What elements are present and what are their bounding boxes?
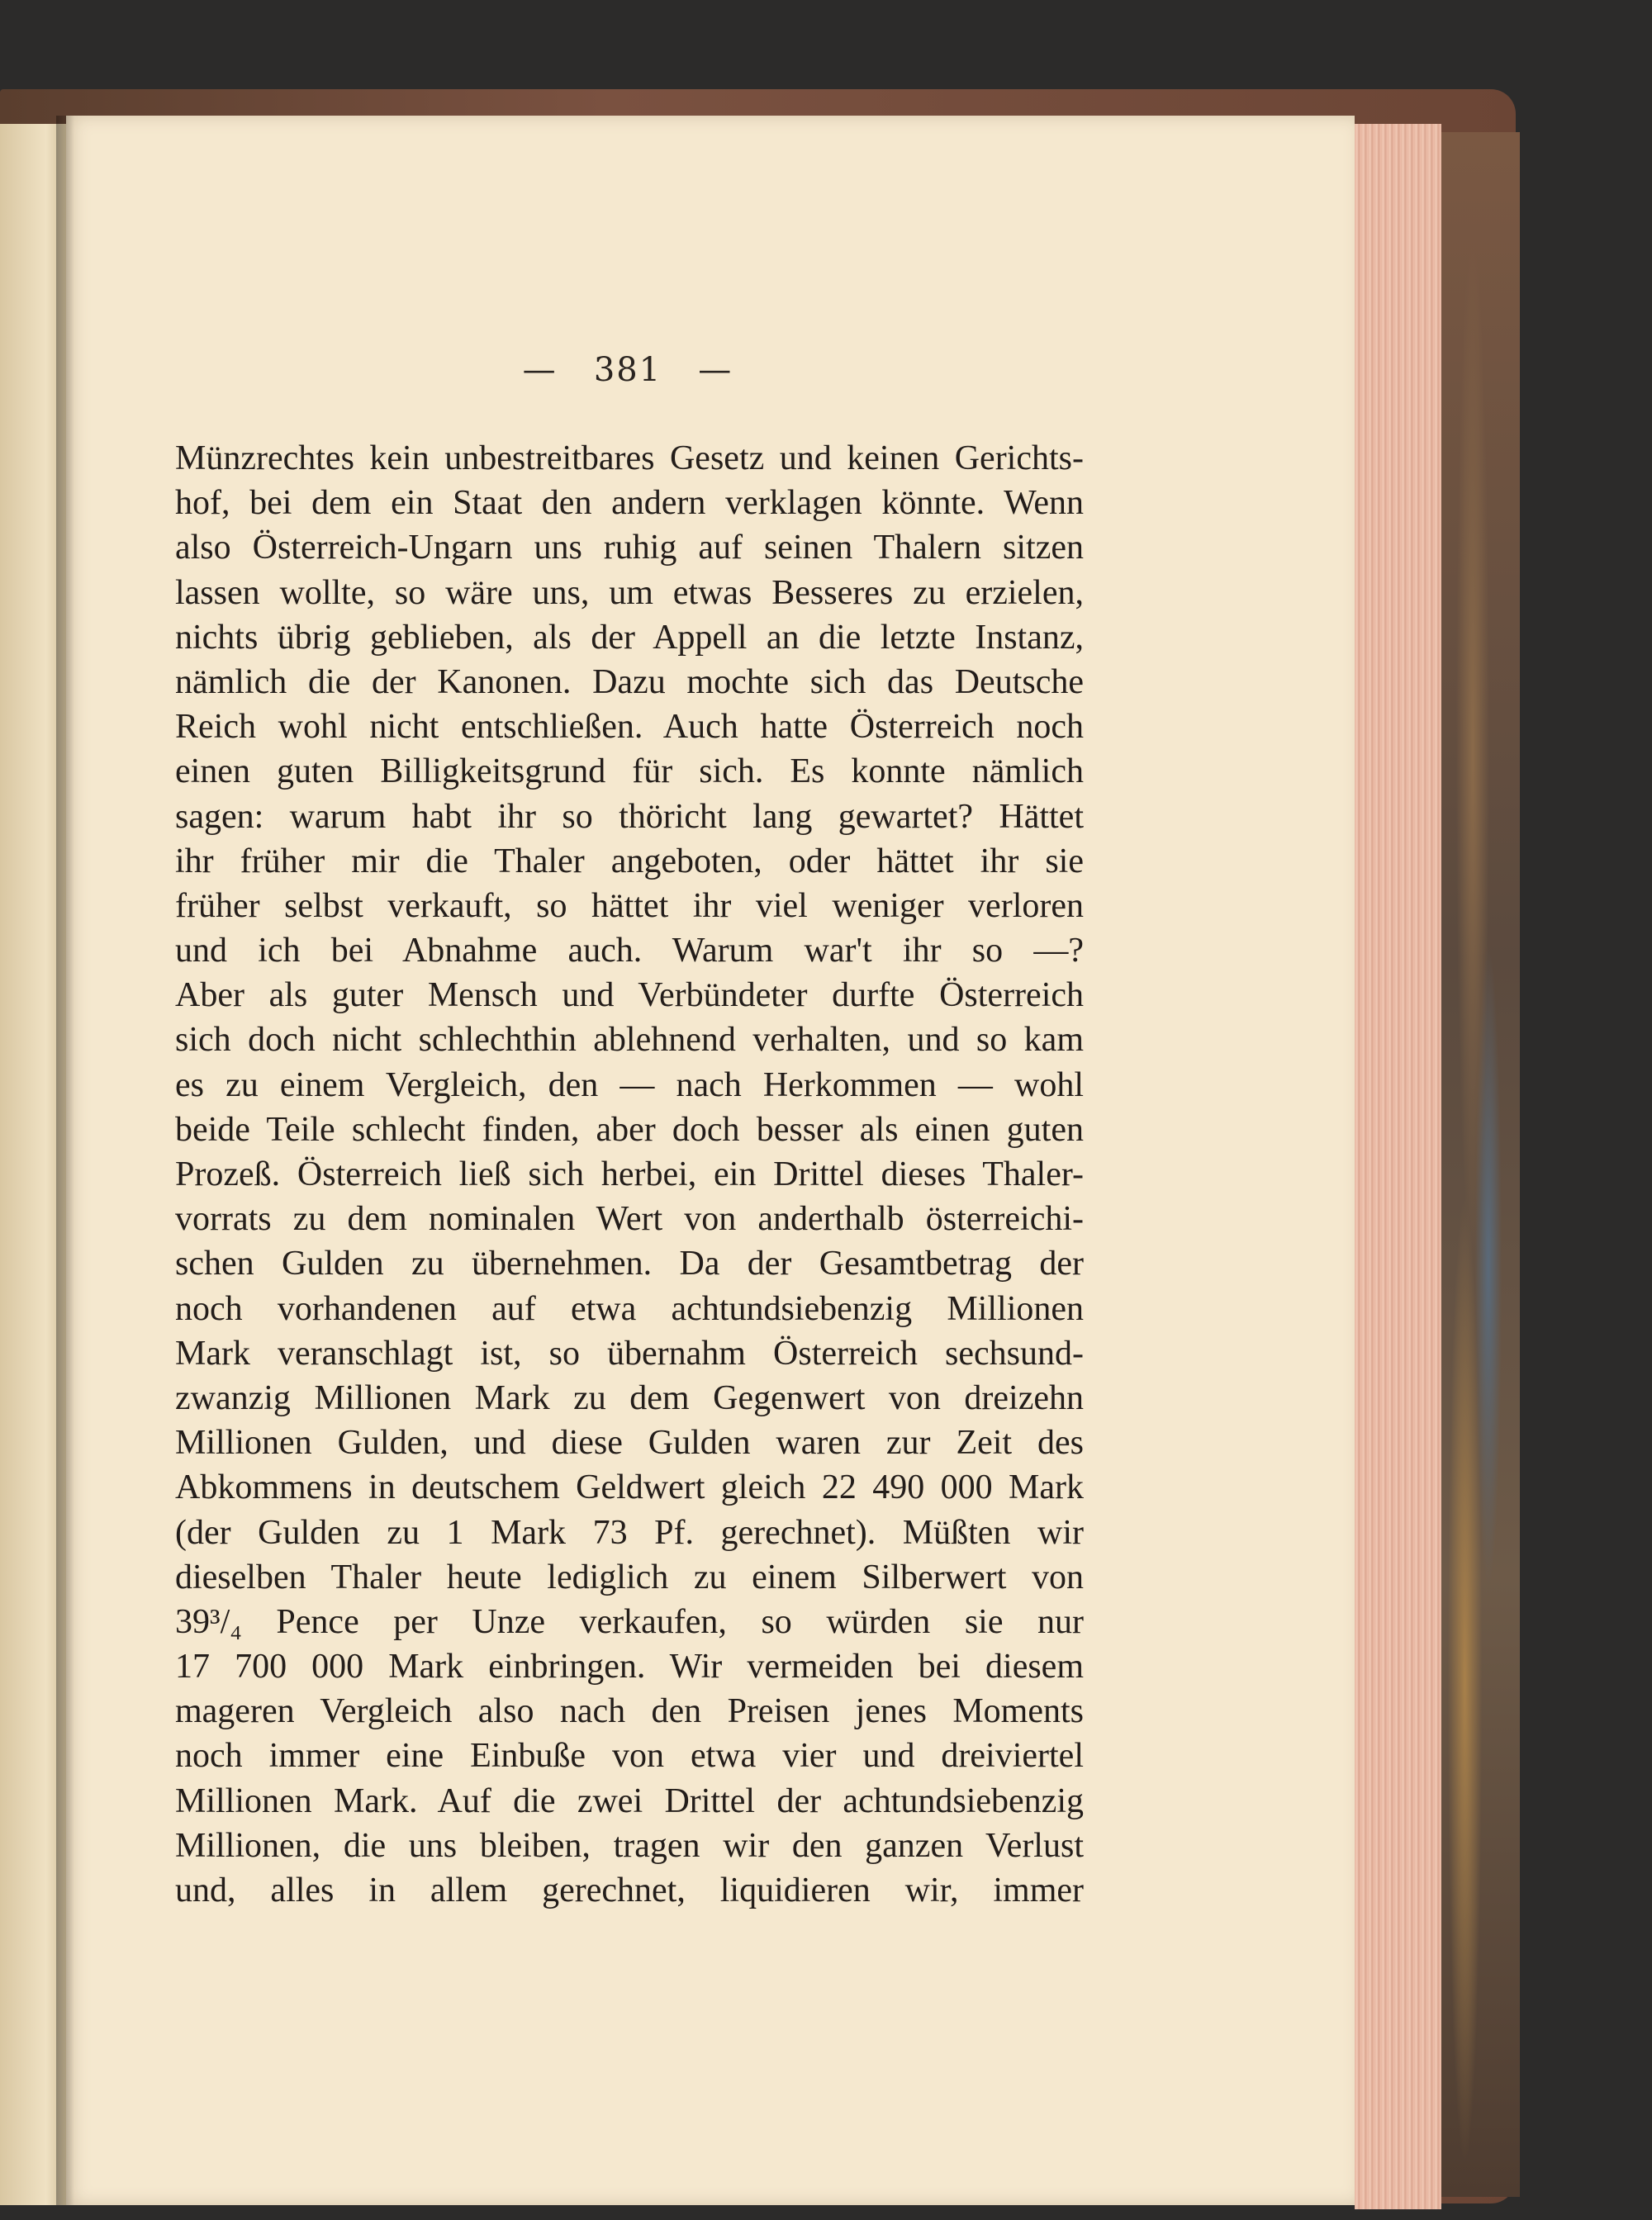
- text-line: schen Gulden zu übernehmen. Da der Gesamtbetrag der: [175, 1245, 1084, 1283]
- text-line: 17 700 000 Mark einbringen. Wir vermeiden bei diesem: [175, 1648, 1084, 1686]
- text-line: es zu einem Vergleich, den — nach Herkommen — wohl: [175, 1065, 1084, 1104]
- page-block-edges: [1355, 124, 1441, 2209]
- text-line: nichts übrig geblieben, als der Appell an die letzte Instanz,: [175, 618, 1084, 657]
- text-line: nämlich die der Kanonen. Dazu mochte sich das Deutsche: [175, 662, 1084, 701]
- text-line: Millionen Mark. Auf die zwei Drittel der achtundsiebenzig: [175, 1781, 1084, 1820]
- text-line: dieselben Thaler heute lediglich zu einem Silberwert von: [175, 1558, 1084, 1596]
- text-line: Mark veranschlagt ist, so übernahm Österreich sechsund-: [175, 1334, 1084, 1373]
- text-line: noch immer eine Einbuße von etwa vier und dreiviertel: [175, 1737, 1084, 1776]
- text-line: Reich wohl nicht entschließen. Auch hatte Österreich noch: [175, 708, 1084, 747]
- text-line: und, alles in allem gerechnet, liquidieren wir, immer: [175, 1871, 1084, 1909]
- text-line: mageren Vergleich also nach den Preisen jenes Moments: [175, 1692, 1084, 1731]
- text-line: Millionen Gulden, und diese Gulden waren zur Zeit des: [175, 1424, 1084, 1463]
- text-line: und ich bei Abnahme auch. Warum war't ihr so —?: [175, 932, 1084, 970]
- text-line: Abkommens in deutschem Geldwert gleich 22 490 000 Mark: [175, 1468, 1084, 1507]
- text-line: vorrats zu dem nominalen Wert von anderthalb österreichi-: [175, 1200, 1084, 1239]
- text-line: früher selbst verkauft, so hättet ihr viel weniger verloren: [175, 886, 1084, 925]
- text-line: ihr früher mir die Thaler angeboten, oder hättet ihr sie: [175, 842, 1084, 880]
- text-line: (der Gulden zu 1 Mark 73 Pf. gerechnet). Müßten wir: [175, 1513, 1084, 1552]
- page-number: — 381 —: [522, 351, 733, 389]
- text-line: also Österreich-Ungarn uns ruhig auf seinen Thalern sitzen: [175, 529, 1084, 567]
- text-line: 39³/₄ Pence per Unze verkaufen, so würden sie nur: [175, 1602, 1084, 1641]
- text-line: noch vorhandenen auf etwa achtundsiebenzig Millionen: [175, 1289, 1084, 1328]
- text-line: Aber als guter Mensch und Verbündeter durfte Österreich: [175, 976, 1084, 1015]
- text-line: beide Teile schlecht finden, aber doch besser als einen guten: [175, 1110, 1084, 1149]
- text-line: sagen: warum habt ihr so thöricht lang gewartet? Hättet: [175, 797, 1084, 836]
- text-line: Prozeß. Österreich ließ sich herbei, ein Drittel dieses Thaler-: [175, 1155, 1084, 1193]
- text-line: Münzrechtes kein unbestreitbares Gesetz und keinen Gerichts-: [175, 439, 1084, 477]
- text-line: Millionen, die uns bleiben, tragen wir den ganzen Verlust: [175, 1826, 1084, 1865]
- body-text: [175, 436, 1084, 1913]
- spine-shadow: [56, 116, 74, 2205]
- marbled-board: [1441, 132, 1520, 2197]
- text-line: lassen wollte, so wäre uns, um etwas Besseres zu erzielen,: [175, 573, 1084, 612]
- text-line: hof, bei dem ein Staat den andern verklagen könnte. Wenn: [175, 484, 1084, 523]
- text-line: sich doch nicht schlechthin ablehnend verhalten, und so kam: [175, 1021, 1084, 1060]
- text-line: zwanzig Millionen Mark zu dem Gegenwert von dreizehn: [175, 1378, 1084, 1417]
- text-line: einen guten Billigkeitsgrund für sich. Es konnte nämlich: [175, 752, 1084, 791]
